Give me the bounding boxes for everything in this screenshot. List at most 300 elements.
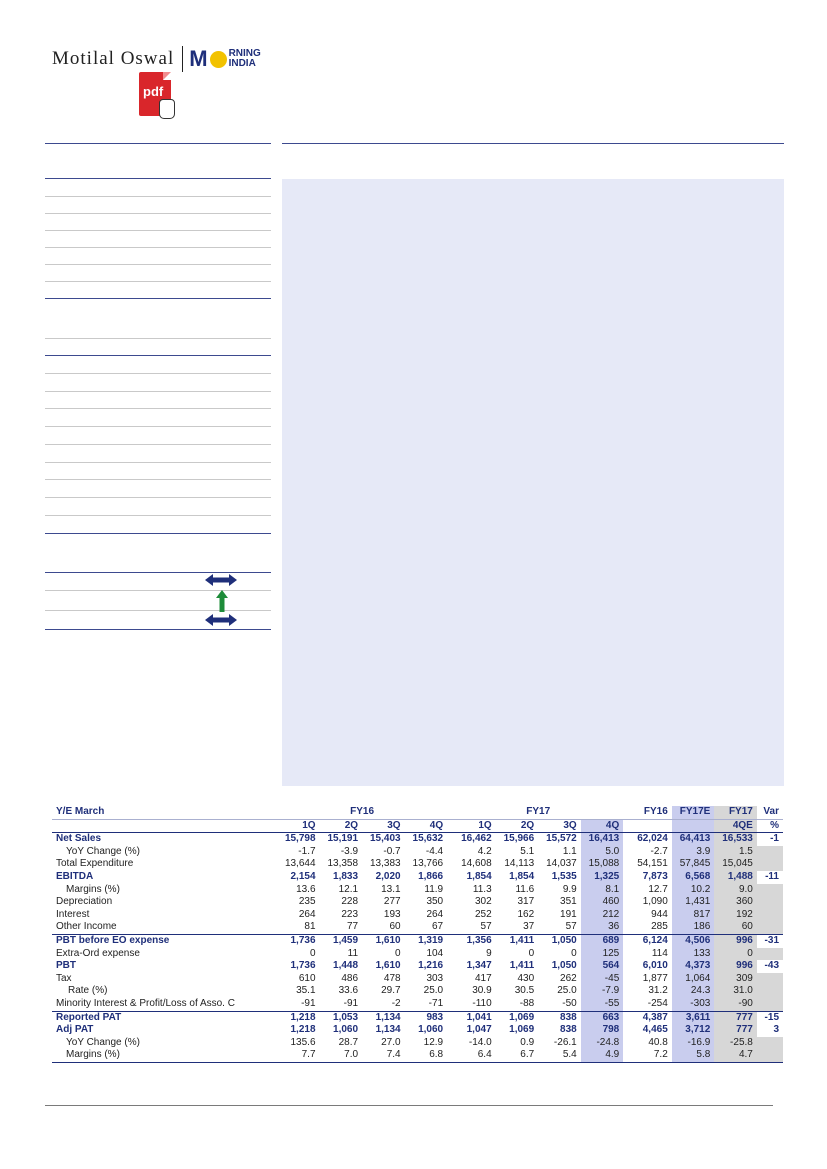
table-cell: 15,966 (503, 833, 535, 845)
table-cell: -88 (519, 997, 535, 1009)
table-cell: Rate (%) (68, 985, 108, 997)
table-cell: 191 (560, 908, 577, 920)
right-panel-top-rule (282, 143, 784, 144)
table-cell: -11 (765, 870, 779, 882)
table-cell: 37 (523, 921, 535, 933)
table-cell: 4,465 (642, 1024, 668, 1036)
table-cell: 2,020 (375, 870, 401, 882)
table-cell: 14,113 (504, 858, 535, 870)
table-cell (672, 819, 715, 833)
table-cell: 2Q (320, 819, 363, 833)
table-cell: 7,873 (642, 870, 668, 882)
table-cell: 1,488 (714, 871, 757, 884)
table-cell: 2,154 (290, 870, 316, 882)
table-cell: 264 (426, 908, 444, 920)
table-cell: 33.6 (338, 985, 359, 997)
table-cell: -43 (764, 960, 779, 972)
left-rule (45, 426, 271, 427)
table-cell: 67 (432, 921, 444, 933)
up-arrow-icon (216, 590, 228, 612)
table-cell: 1,833 (333, 870, 359, 882)
table-cell: 0 (395, 947, 401, 959)
table-cell: 1,411 (496, 934, 539, 947)
table-cell: 125 (581, 948, 624, 961)
table-cell (757, 858, 783, 871)
table-cell: 6,010 (642, 960, 668, 972)
table-cell: 1,736 (277, 934, 320, 947)
table-cell: -7.9 (581, 985, 624, 998)
neutral-arrow-icon (205, 614, 237, 626)
table-cell: 264 (298, 908, 316, 920)
table-cell: 29.7 (381, 985, 401, 997)
table-cell: 104 (426, 947, 444, 959)
table-cell (757, 921, 783, 934)
table-cell (757, 909, 783, 922)
table-cell: 1,134 (362, 1011, 405, 1024)
table-cell: 1,064 (672, 973, 715, 986)
table-cell: 1,047 (466, 1024, 492, 1036)
table-cell: 2Q (496, 819, 539, 833)
table-cell: -50 (562, 997, 577, 1009)
table-cell: 3Q (538, 819, 581, 833)
table-cell: 1,535 (551, 870, 577, 882)
table-cell: -1.7 (298, 845, 316, 857)
table-cell: 350 (426, 896, 444, 908)
table-cell: 16,533 (714, 833, 757, 846)
table-cell: 252 (474, 908, 492, 920)
left-rule (45, 391, 271, 392)
left-info-column (45, 0, 271, 640)
table-cell: Tax (56, 972, 72, 984)
table-cell: 777 (714, 1011, 757, 1024)
table-cell (757, 896, 783, 909)
table-cell: 4QE (714, 819, 757, 833)
table-cell: -2.7 (650, 845, 668, 857)
table-cell: 3,611 (672, 1011, 715, 1024)
table-row (52, 973, 783, 986)
quarterly-performance-table (52, 806, 783, 1063)
table-cell: 1,041 (453, 1011, 496, 1024)
table-cell: 13,383 (370, 858, 401, 870)
table-cell: 0.9 (520, 1036, 535, 1048)
table-cell: Minority Interest & Profit/Loss of Asso. C (56, 997, 235, 1009)
table-cell: 798 (581, 1024, 624, 1037)
table-cell: 1,411 (509, 960, 535, 972)
pdf-label: pdf (143, 84, 164, 99)
table-cell: 1Q (453, 819, 496, 833)
left-rule (45, 143, 271, 144)
table-cell: 1.1 (562, 845, 577, 857)
left-rule (45, 281, 271, 282)
left-rule (45, 610, 271, 611)
table-cell: 430 (517, 972, 535, 984)
table-cell: Interest (56, 908, 90, 920)
table-cell: -91 (343, 997, 359, 1009)
table-row (52, 985, 783, 998)
table-cell: 11.9 (424, 883, 444, 895)
table-cell: 30.5 (514, 985, 535, 997)
table-cell: 13,644 (284, 858, 316, 870)
table-cell: 25.0 (423, 985, 444, 997)
footer-rule (45, 1105, 773, 1106)
table-cell: 162 (517, 908, 535, 920)
table-cell: 7.7 (277, 1049, 320, 1062)
table-header-row (52, 806, 783, 819)
table-cell: 192 (714, 909, 757, 922)
table-cell: 417 (474, 972, 492, 984)
table-cell: -4.4 (425, 845, 444, 857)
table-cell: FY17 (714, 806, 757, 819)
table-cell: 996 (714, 934, 757, 947)
table-cell: 1,060 (333, 1024, 359, 1036)
table-cell: Total Expenditure (56, 858, 134, 870)
table-cell: 5.4 (538, 1049, 581, 1062)
table-header-row (52, 819, 783, 833)
table-cell: Depreciation (56, 896, 113, 908)
table-cell: 186 (672, 921, 715, 934)
table-cell: 1,866 (418, 870, 444, 882)
table-row (52, 960, 783, 973)
table-cell: 11 (347, 947, 359, 959)
left-rule (45, 479, 271, 480)
left-rule (45, 590, 271, 591)
table-cell (757, 973, 783, 986)
table-cell (757, 985, 783, 998)
table-cell: 1,459 (320, 934, 363, 947)
table-cell: 1Q (277, 819, 320, 833)
table-cell: 1,319 (405, 934, 448, 947)
table-row (52, 1011, 783, 1024)
table-cell: 983 (405, 1011, 448, 1024)
table-cell: Margins (%) (52, 1049, 277, 1062)
table-cell: 360 (714, 896, 757, 909)
table-cell: 27.0 (381, 1036, 401, 1048)
neutral-arrow-icon (205, 574, 237, 586)
table-cell: 60 (714, 921, 757, 934)
table-row (52, 948, 783, 961)
table-cell: 277 (383, 896, 401, 908)
table-row (52, 846, 783, 859)
table-cell: 1,448 (333, 960, 359, 972)
table-cell: 212 (581, 909, 624, 922)
table-cell: 11.6 (515, 883, 535, 895)
table-cell: 1,610 (375, 960, 401, 972)
table-cell: 777 (714, 1024, 757, 1037)
table-cell: -0.7 (383, 845, 401, 857)
table-cell: 1,325 (581, 871, 624, 884)
table-cell: -71 (428, 997, 444, 1009)
table-cell (757, 1037, 783, 1050)
logo-brand-text: Motilal Oswal (52, 48, 175, 69)
table-cell: 663 (581, 1011, 624, 1024)
table-cell: -45 (581, 973, 624, 986)
table-cell: 30.9 (472, 985, 492, 997)
table-cell: 309 (714, 973, 757, 986)
table-cell: FY17 (453, 806, 623, 819)
table-cell: 6.8 (405, 1049, 448, 1062)
table-cell: 1.5 (714, 846, 757, 859)
table-cell: 4Q (405, 819, 448, 833)
table-cell: 135.6 (290, 1036, 316, 1048)
table-cell: 1,347 (466, 960, 492, 972)
table-cell: 564 (581, 960, 624, 973)
table-cell: YoY Change (%) (66, 1036, 140, 1048)
table-cell: FY17E (672, 806, 715, 819)
table-cell: 1,736 (290, 960, 316, 972)
table-cell: 6,568 (672, 871, 715, 884)
table-cell: -91 (301, 997, 316, 1009)
table-cell: 15,191 (327, 833, 359, 845)
table-cell: 60 (389, 921, 401, 933)
table-cell: -3.9 (340, 845, 359, 857)
table-cell: PBT before EO expense (52, 934, 277, 947)
left-rule (45, 213, 271, 214)
table-row (52, 909, 783, 922)
table-cell: 7.4 (362, 1049, 405, 1062)
table-cell: 0 (571, 947, 577, 959)
table-cell: 13,358 (327, 858, 359, 870)
left-rule (45, 230, 271, 231)
table-cell: 25.0 (557, 985, 577, 997)
table-cell: 1,610 (362, 934, 405, 947)
table-cell: 5.1 (520, 845, 535, 857)
table-cell: Var (757, 806, 783, 819)
table-cell: 1,854 (509, 870, 535, 882)
table-cell: 9 (486, 947, 492, 959)
left-rule (45, 264, 271, 265)
table-cell: 4.7 (714, 1049, 757, 1062)
table-cell: 7.2 (629, 1049, 672, 1062)
table-cell: 4.9 (581, 1049, 624, 1062)
table-cell: 838 (560, 1024, 577, 1036)
table-cell: Adj PAT (56, 1024, 94, 1036)
table-cell: 13,766 (412, 858, 444, 870)
table-cell: % (757, 819, 783, 833)
left-rule (45, 178, 271, 179)
table-cell: 0 (309, 947, 316, 959)
table-cell: 15,632 (412, 833, 444, 845)
table-row (52, 1037, 783, 1050)
table-cell: 1,053 (320, 1011, 363, 1024)
table-cell: 14,037 (546, 858, 577, 870)
logo-mark: M (189, 46, 208, 71)
table-cell: -1 (770, 833, 779, 845)
table-row (52, 1024, 783, 1037)
left-rule (45, 462, 271, 463)
table-cell: FY16 (277, 806, 447, 819)
table-cell: 9.0 (714, 884, 757, 897)
table-cell: Reported PAT (52, 1011, 277, 1024)
table-cell: -90 (714, 998, 757, 1011)
table-cell: 1,090 (642, 896, 668, 908)
table-cell: 5.8 (672, 1049, 715, 1062)
table-cell: Margins (%) (66, 883, 120, 895)
table-cell: 57 (565, 921, 577, 933)
table-cell: 235 (298, 896, 316, 908)
table-cell: Extra-Ord expense (56, 947, 140, 959)
table-cell (629, 819, 672, 833)
table-cell: 1,218 (277, 1011, 320, 1024)
left-rule (45, 196, 271, 197)
table-cell: 6.7 (496, 1049, 539, 1062)
table-cell: EBITDA (56, 870, 94, 882)
table-cell: 478 (383, 972, 401, 984)
table-cell: PBT (56, 960, 76, 972)
table-row (52, 934, 783, 947)
table-cell: 610 (298, 972, 316, 984)
table-cell: 3,712 (672, 1024, 715, 1037)
table-cell: 1,356 (453, 934, 496, 947)
table-cell: FY16 (629, 806, 672, 819)
table-cell: 31.2 (648, 985, 668, 997)
table-cell: 262 (560, 972, 577, 984)
left-rule (45, 515, 271, 516)
table-cell (757, 998, 783, 1011)
left-rule (45, 355, 271, 356)
table-cell: 317 (517, 896, 535, 908)
table-cell: -110 (472, 997, 492, 1009)
left-rule (45, 408, 271, 409)
table-cell: 36 (581, 921, 624, 934)
table-row (52, 921, 783, 934)
table-cell: 460 (581, 896, 624, 909)
table-cell: 5.0 (581, 846, 624, 859)
table-cell: -25.8 (714, 1037, 757, 1050)
left-rule (45, 338, 271, 339)
table-cell: Other Income (56, 921, 117, 933)
left-rule (45, 572, 271, 573)
table-cell: -254 (647, 997, 668, 1009)
logo-word-rning: RNING (228, 48, 261, 59)
table-cell: -15 (757, 1011, 783, 1024)
table-cell: 1,134 (375, 1024, 401, 1036)
table-cell: -31 (757, 934, 783, 947)
table-cell: YoY Change (%) (66, 845, 140, 857)
table-cell: 15,045 (714, 858, 757, 871)
table-row (52, 884, 783, 897)
table-cell: Y/E March (52, 806, 277, 819)
table-cell: 4.2 (477, 845, 492, 857)
table-row (52, 896, 783, 909)
left-rule (45, 629, 271, 630)
table-cell: -55 (581, 998, 624, 1011)
table-cell: -14.0 (468, 1036, 492, 1048)
table-cell: 9.9 (562, 883, 577, 895)
table-cell: 3Q (362, 819, 405, 833)
left-rule (45, 247, 271, 248)
table-cell: 1,050 (538, 934, 581, 947)
table-cell: 16,413 (581, 833, 624, 846)
table-cell: 223 (341, 908, 359, 920)
table-row (52, 833, 783, 846)
table-cell (52, 819, 277, 833)
table-cell: 303 (426, 972, 444, 984)
table-cell: 77 (346, 921, 359, 933)
left-rule (45, 444, 271, 445)
table-cell: 4,373 (672, 960, 715, 973)
table-cell: -24.8 (581, 1037, 624, 1050)
table-cell: 16,462 (461, 833, 492, 845)
table-cell: 1,050 (551, 960, 577, 972)
table-cell: 35.1 (296, 985, 316, 997)
left-rule (45, 298, 271, 299)
table-row (52, 998, 783, 1011)
table-cell: 6.4 (453, 1049, 496, 1062)
table-row (52, 1049, 783, 1062)
table-cell: 40.8 (648, 1036, 668, 1048)
table-cell: 15,088 (581, 858, 624, 871)
table-cell (757, 846, 783, 859)
table-cell: 13.6 (296, 883, 316, 895)
table-cell: 1,216 (418, 960, 444, 972)
table-cell: 1,218 (290, 1024, 316, 1036)
table-cell: 689 (581, 934, 624, 947)
table-cell: 817 (672, 909, 715, 922)
table-cell: 81 (304, 921, 316, 933)
table-cell: 133 (672, 948, 715, 961)
table-cell: 54,151 (637, 858, 668, 870)
table-cell: 12.1 (338, 883, 359, 895)
table-cell: 3 (773, 1024, 779, 1036)
table-cell: 228 (341, 896, 359, 908)
table-cell: 1,431 (672, 896, 715, 909)
table-cell (757, 884, 783, 897)
table-cell: 302 (474, 896, 492, 908)
table-cell (757, 948, 783, 961)
table-cell (757, 1049, 783, 1062)
table-cell: 14,608 (461, 858, 492, 870)
table-cell: 57 (480, 921, 492, 933)
table-cell: 3.9 (672, 846, 715, 859)
table-row (52, 871, 783, 884)
table-cell: 1,069 (496, 1011, 539, 1024)
table-cell: 0 (714, 948, 757, 961)
table-cell: 1,069 (509, 1024, 535, 1036)
left-rule (45, 497, 271, 498)
table-cell: 4,387 (629, 1011, 672, 1024)
table-cell: 15,572 (546, 833, 577, 845)
table-cell: 486 (341, 972, 359, 984)
table-cell: 11.3 (472, 883, 492, 895)
table-cell: -26.1 (553, 1036, 577, 1048)
table-cell: 7.0 (320, 1049, 363, 1062)
table-cell: 944 (651, 908, 668, 920)
table-cell: 838 (538, 1011, 581, 1024)
table-cell: 57,845 (672, 858, 715, 871)
table-cell: 10.2 (672, 884, 715, 897)
table-cell: 1,854 (466, 870, 492, 882)
table-cell: 4Q (581, 819, 624, 833)
table-cell: 1,877 (642, 972, 668, 984)
table-cell: 8.1 (581, 884, 624, 897)
left-rule (45, 373, 271, 374)
table-cell: Net Sales (56, 833, 102, 845)
table-cell: 285 (651, 921, 668, 933)
table-cell: 114 (651, 947, 668, 959)
table-cell: 1,060 (418, 1024, 444, 1036)
table-cell: 6,124 (629, 934, 672, 947)
table-cell: 31.0 (714, 985, 757, 998)
table-cell: 64,413 (672, 833, 715, 846)
table-cell: 13.1 (381, 883, 401, 895)
table-cell: 12.7 (648, 883, 668, 895)
logo-word-india: INDIA (228, 58, 256, 69)
table-cell: -303 (672, 998, 715, 1011)
table-cell: 12.9 (423, 1036, 444, 1048)
table-cell: 351 (560, 896, 577, 908)
table-cell: 4,506 (672, 934, 715, 947)
table-cell: 0 (528, 947, 535, 959)
